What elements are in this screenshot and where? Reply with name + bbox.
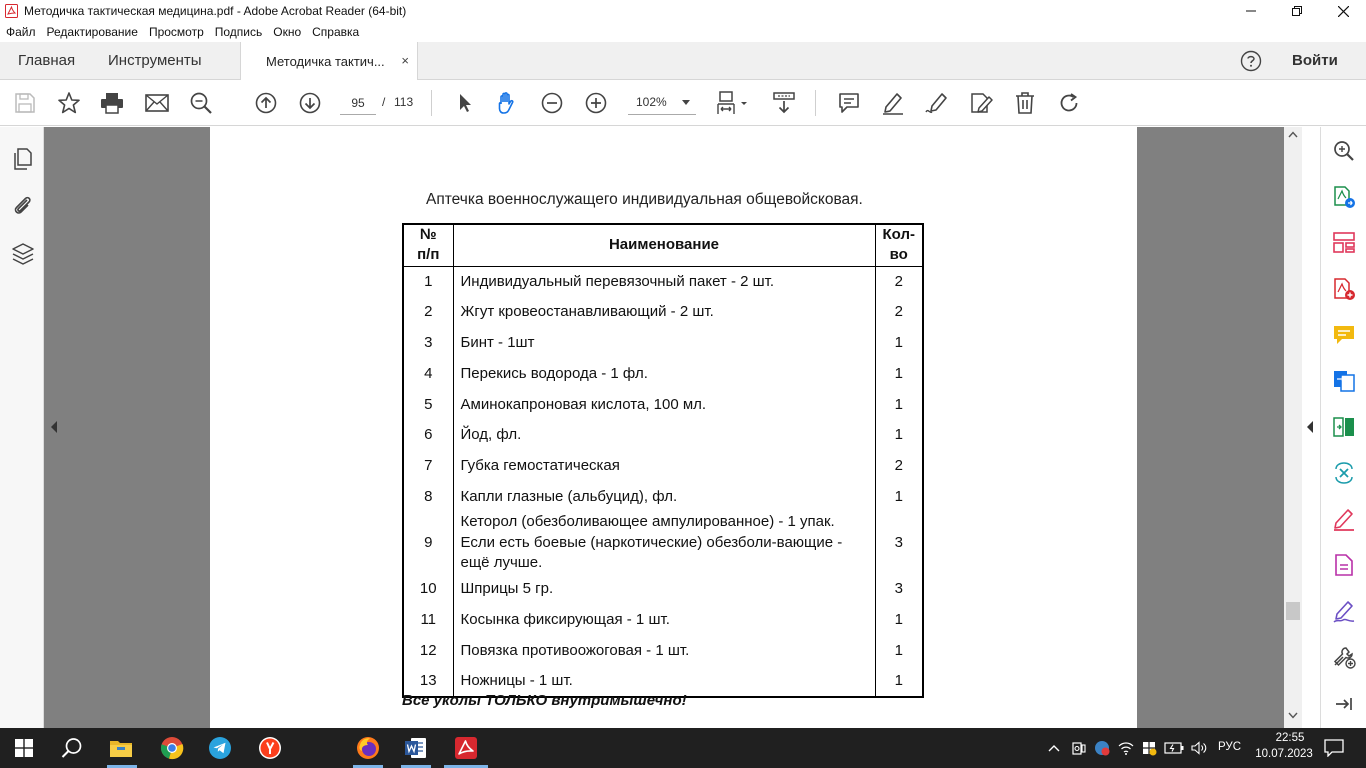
row-number: 9	[403, 512, 453, 574]
input-language-indicator[interactable]: РУС	[1218, 741, 1242, 753]
row-quantity: 3	[875, 574, 923, 605]
rotate-icon[interactable]	[1057, 91, 1081, 115]
title-bar	[0, 0, 1366, 22]
row-item-name: Жгут кровеостанавливающий - 2 шт.	[453, 297, 875, 328]
attachments-paperclip-icon[interactable]	[11, 194, 35, 218]
row-quantity: 1	[875, 328, 923, 359]
search-zoom-icon[interactable]	[1332, 139, 1356, 163]
column-header-quantity: Кол- во	[875, 224, 923, 266]
organize-pages-icon[interactable]	[1332, 231, 1356, 255]
firefox-icon[interactable]	[356, 736, 380, 760]
row-item-name: Косынка фиксирующая - 1 шт.	[453, 605, 875, 636]
save-icon[interactable]	[13, 91, 37, 115]
tab-home[interactable]: Главная	[18, 52, 76, 69]
page-number-input[interactable]	[340, 91, 376, 115]
table-row	[403, 451, 923, 482]
first-aid-kit-table	[402, 223, 924, 698]
zoom-in-icon[interactable]	[584, 91, 608, 115]
acrobat-reader-taskbar-icon[interactable]	[454, 736, 478, 760]
toolbar-divider	[431, 90, 432, 116]
row-quantity: 1	[875, 482, 923, 513]
fill-sign-icon[interactable]	[969, 91, 993, 115]
row-item-name: Индивидуальный перевязочный пакет - 2 шт.	[453, 266, 875, 297]
acrobat-app-icon	[4, 4, 18, 18]
row-item-name: Аминокапроновая кислота, 100 мл.	[453, 389, 875, 420]
row-quantity: 1	[875, 635, 923, 666]
draw-freehand-icon[interactable]	[925, 91, 949, 115]
scroll-up-icon[interactable]	[1288, 131, 1298, 138]
create-pdf-icon[interactable]	[1332, 277, 1356, 301]
previous-page-icon[interactable]	[254, 91, 278, 115]
page-thumbnails-icon[interactable]	[11, 147, 35, 171]
column-header-number: № п/п	[403, 224, 453, 266]
row-item-name: Кеторол (обезболивающее ампулированное) - 1 упак. Если есть боевые (наркотические) обезболи-вающие - ещё лучше.	[453, 512, 875, 574]
menu-sign[interactable]: Подпись	[214, 25, 263, 39]
delete-trash-icon[interactable]	[1013, 91, 1037, 115]
row-number: 13	[403, 666, 453, 697]
menu-edit[interactable]: Редактирование	[46, 25, 138, 39]
windows-start-icon[interactable]	[12, 736, 36, 760]
table-row	[403, 297, 923, 328]
help-icon[interactable]	[1240, 50, 1262, 72]
row-quantity: 1	[875, 666, 923, 697]
tab-document-label: Методичка тактич...	[266, 54, 385, 69]
file-explorer-icon[interactable]	[109, 736, 133, 760]
table-row	[403, 389, 923, 420]
table-row	[403, 358, 923, 389]
signin-button[interactable]: Войти	[1292, 52, 1338, 69]
row-number: 4	[403, 358, 453, 389]
layers-icon[interactable]	[11, 242, 35, 266]
toolbar	[0, 80, 1366, 126]
microsoft-word-icon[interactable]	[404, 736, 428, 760]
row-item-name: Ножницы - 1 шт.	[453, 666, 875, 697]
tray-app-icon[interactable]	[1070, 736, 1088, 760]
row-quantity: 1	[875, 605, 923, 636]
fit-page-icon[interactable]	[716, 91, 750, 115]
row-number: 1	[403, 266, 453, 297]
close-icon	[1338, 6, 1349, 17]
edit-pdf-icon[interactable]	[1332, 461, 1356, 485]
tab-close-icon[interactable]: ×	[401, 53, 409, 68]
bookmark-star-icon[interactable]	[57, 91, 81, 115]
row-number: 8	[403, 482, 453, 513]
compress-pdf-icon[interactable]	[1332, 415, 1356, 439]
yandex-browser-icon[interactable]	[258, 736, 282, 760]
row-number: 6	[403, 420, 453, 451]
request-signature-icon[interactable]	[1332, 599, 1356, 623]
clock-time[interactable]: 22:55	[1275, 732, 1305, 744]
row-quantity: 1	[875, 420, 923, 451]
clock-date[interactable]: 10.07.2023	[1255, 748, 1313, 760]
menu-bar	[0, 22, 1366, 42]
collapse-tools-icon[interactable]	[1332, 692, 1356, 716]
row-item-name: Губка гемостатическая	[453, 451, 875, 482]
select-cursor-icon[interactable]	[452, 91, 476, 115]
tab-tools[interactable]: Инструменты	[108, 52, 202, 69]
collapse-left-pane-icon[interactable]	[50, 420, 58, 434]
windows-taskbar	[0, 728, 1366, 768]
pdf-page	[210, 127, 1137, 728]
scroll-mode-icon[interactable]	[772, 91, 796, 115]
windows-security-icon[interactable]	[1140, 736, 1158, 760]
row-item-name: Бинт - 1шт	[453, 328, 875, 359]
row-number: 2	[403, 297, 453, 328]
table-row	[403, 512, 923, 574]
minimize-icon	[1246, 6, 1256, 16]
scrollbar-thumb[interactable]	[1286, 602, 1300, 620]
row-quantity: 1	[875, 358, 923, 389]
right-tools-pane	[1320, 127, 1366, 728]
menu-window[interactable]: Окно	[273, 25, 302, 39]
maximize-button[interactable]	[1274, 0, 1320, 22]
zoom-value: 102%	[636, 95, 667, 109]
volume-icon[interactable]	[1190, 736, 1210, 760]
document-page-icon[interactable]	[1332, 553, 1356, 577]
row-item-name: Перекись водорода - 1 фл.	[453, 358, 875, 389]
row-quantity: 2	[875, 451, 923, 482]
menu-file[interactable]: Файл	[6, 25, 36, 39]
toolbar-divider	[815, 90, 816, 116]
zoom-out-icon[interactable]	[540, 91, 564, 115]
row-number: 12	[403, 635, 453, 666]
injection-footnote: Все уколы ТОЛЬКО внутримышечно!	[402, 692, 687, 709]
print-icon[interactable]	[100, 91, 124, 115]
table-row	[403, 328, 923, 359]
window-title: Методичка тактическая медицина.pdf - Adobe Acrobat Reader (64-bit)	[24, 4, 407, 18]
battery-icon[interactable]	[1164, 736, 1184, 760]
column-header-name: Наименование	[453, 224, 875, 266]
more-tools-icon[interactable]	[1332, 645, 1356, 669]
scroll-down-icon[interactable]	[1288, 712, 1298, 719]
row-item-name: Йод, фл.	[453, 420, 875, 451]
tray-notification-app-icon[interactable]	[1093, 736, 1111, 760]
table-row	[403, 420, 923, 451]
fill-and-sign-icon[interactable]	[1332, 507, 1356, 531]
row-item-name: Повязка противоожоговая - 1 шт.	[453, 635, 875, 666]
vertical-scrollbar[interactable]	[1284, 127, 1302, 728]
close-window-button[interactable]	[1320, 0, 1366, 22]
page-heading-text: Аптечка военнослужащего индивидуальная общевойсковая.	[426, 191, 863, 208]
comment-tool-icon[interactable]	[1332, 323, 1356, 347]
menu-view[interactable]: Просмотр	[148, 25, 204, 39]
row-quantity: 3	[875, 512, 923, 574]
action-center-notification-icon[interactable]	[1322, 736, 1346, 760]
combine-files-icon[interactable]	[1332, 369, 1356, 393]
tray-expand-chevron-icon[interactable]	[1046, 736, 1062, 760]
hand-tool-icon[interactable]	[495, 91, 519, 115]
telegram-icon[interactable]	[208, 736, 232, 760]
table-row	[403, 482, 923, 513]
minimize-button[interactable]	[1228, 0, 1274, 22]
row-quantity: 2	[875, 297, 923, 328]
table-row	[403, 266, 923, 297]
row-quantity: 1	[875, 389, 923, 420]
chevron-down-icon	[682, 100, 690, 105]
tab-bar	[0, 42, 1366, 80]
next-page-icon[interactable]	[298, 91, 322, 115]
row-number: 7	[403, 451, 453, 482]
table-row	[403, 605, 923, 636]
left-navigation-pane	[0, 127, 44, 728]
restore-icon	[1292, 6, 1302, 16]
export-pdf-icon[interactable]	[1332, 185, 1356, 209]
email-icon[interactable]	[145, 91, 169, 115]
row-item-name: Капли глазные (альбуцид), фл.	[453, 482, 875, 513]
highlight-pen-icon[interactable]	[881, 91, 905, 115]
comment-icon[interactable]	[837, 91, 861, 115]
page-total: 113	[394, 95, 414, 109]
zoom-dropdown[interactable]	[628, 91, 696, 115]
search-icon[interactable]	[60, 736, 84, 760]
row-number: 5	[403, 389, 453, 420]
row-quantity: 2	[875, 266, 923, 297]
row-number: 10	[403, 574, 453, 605]
zoom-search-icon[interactable]	[189, 91, 213, 115]
row-item-name: Шприцы 5 гр.	[453, 574, 875, 605]
table-row	[403, 574, 923, 605]
table-row	[403, 635, 923, 666]
chrome-browser-icon[interactable]	[160, 736, 184, 760]
row-number: 3	[403, 328, 453, 359]
tab-document[interactable]	[240, 42, 418, 81]
network-status-icon[interactable]	[1117, 736, 1135, 760]
collapse-right-pane-icon[interactable]	[1306, 420, 1314, 434]
table-header-row	[403, 224, 923, 266]
menu-help[interactable]: Справка	[312, 25, 360, 39]
row-number: 11	[403, 605, 453, 636]
page-separator: /	[382, 95, 386, 109]
